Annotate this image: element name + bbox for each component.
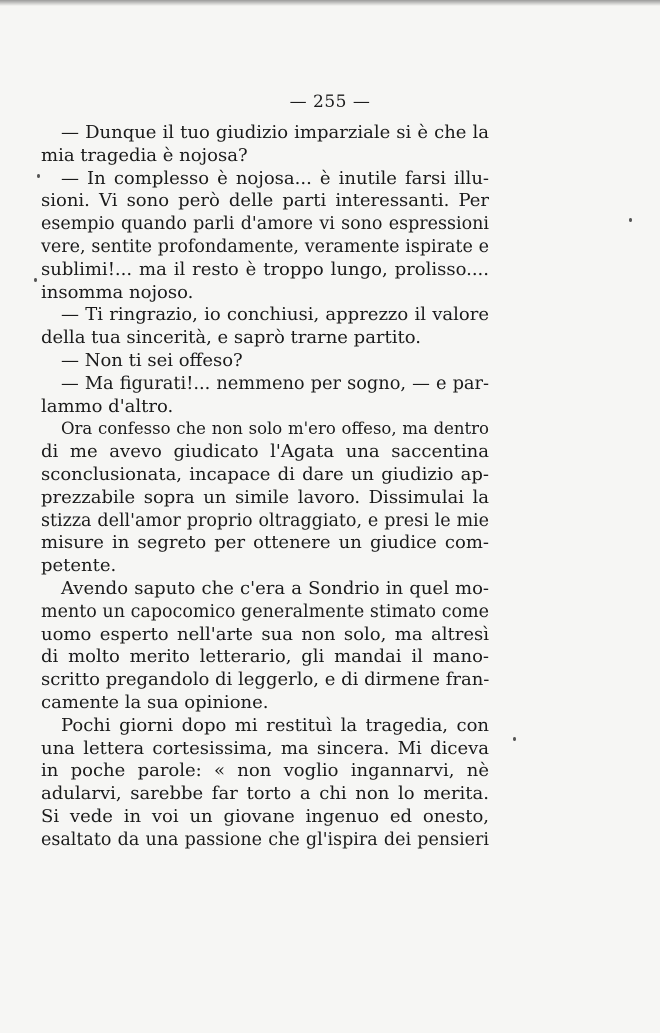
text-line: adularvi, sarebbe far torto a chi non lo merita. [41,783,489,805]
text-line: di molto merito letterario, gli mandai il mano- [41,646,489,668]
text-line: — Non ti sei offeso? [61,349,243,371]
text-line: prezzabile sopra un simile lavoro. Dissimulai la [41,486,489,508]
text-line: mento un capocomico generalmente stimato come [41,601,489,622]
print-speck [34,278,37,282]
text-line: Pochi giorni dopo mi restituì la tragedia, con [61,714,489,736]
text-line: stizza dell'amor proprio oltraggiato, e presi le mie [41,510,489,531]
page-number: — 255 — [289,92,371,112]
text-line: lammo d'altro. [41,395,174,417]
text-line: insomma nojoso. [41,281,194,303]
body-text [41,122,489,852]
text-line: camente la sua opinione. [41,691,269,713]
text-line: Ora confesso che non solo m'ero offeso, ma dentro [61,419,489,439]
text-line: — In complesso è nojosa... è inutile farsi illu- [61,167,489,189]
print-speck [513,737,516,741]
text-line: sconclusionata, incapace di dare un giudizio ap- [41,463,489,485]
print-speck [37,174,40,178]
text-line: sioni. Vi sono però delle parti interessanti. Per [41,190,489,212]
text-line: di me avevo giudicato l'Agata una saccentina [41,441,489,463]
text-line: Avendo saputo che c'era a Sondrio in quel mo- [61,577,489,599]
text-line: esempio quando parli d'amore vi sono espressioni [41,214,489,235]
text-line: vere, sentite profondamente, veramente ispirate e [41,236,489,257]
text-line: misure in segreto per ottenere un giudice com- [41,532,489,554]
text-line: della tua sincerità, e saprò trarne partito. [41,327,422,349]
text-line: una lettera cortesissima, ma sincera. Mi diceva [41,737,489,759]
text-line: — Dunque il tuo giudizio imparziale si è che la [61,122,489,143]
text-line: uomo esperto nell'arte sua non solo, ma altresì [41,623,489,645]
text-line: in poche parole: « non voglio ingannarvi, nè [41,760,489,782]
text-line: esaltato da una passione che gl'ispira dei pensieri [41,829,489,850]
text-line: scritto pregandolo di leggerlo, e di dirmene fran- [41,669,490,691]
text-line: — Ti ringrazio, io conchiusi, apprezzo il valore [61,304,489,326]
page-top-edge [0,0,660,6]
text-line: sublimi!... ma il resto è troppo lungo, prolisso.... [41,258,489,280]
text-line: mia tragedia è nojosa? [41,144,248,166]
text-line: — Ma figurati!... nemmeno per sogno, — e par- [61,373,489,394]
text-line: Si vede in voi un giovane ingenuo ed onesto, [41,805,489,827]
text-line: petente. [41,555,117,577]
print-speck [629,218,632,222]
